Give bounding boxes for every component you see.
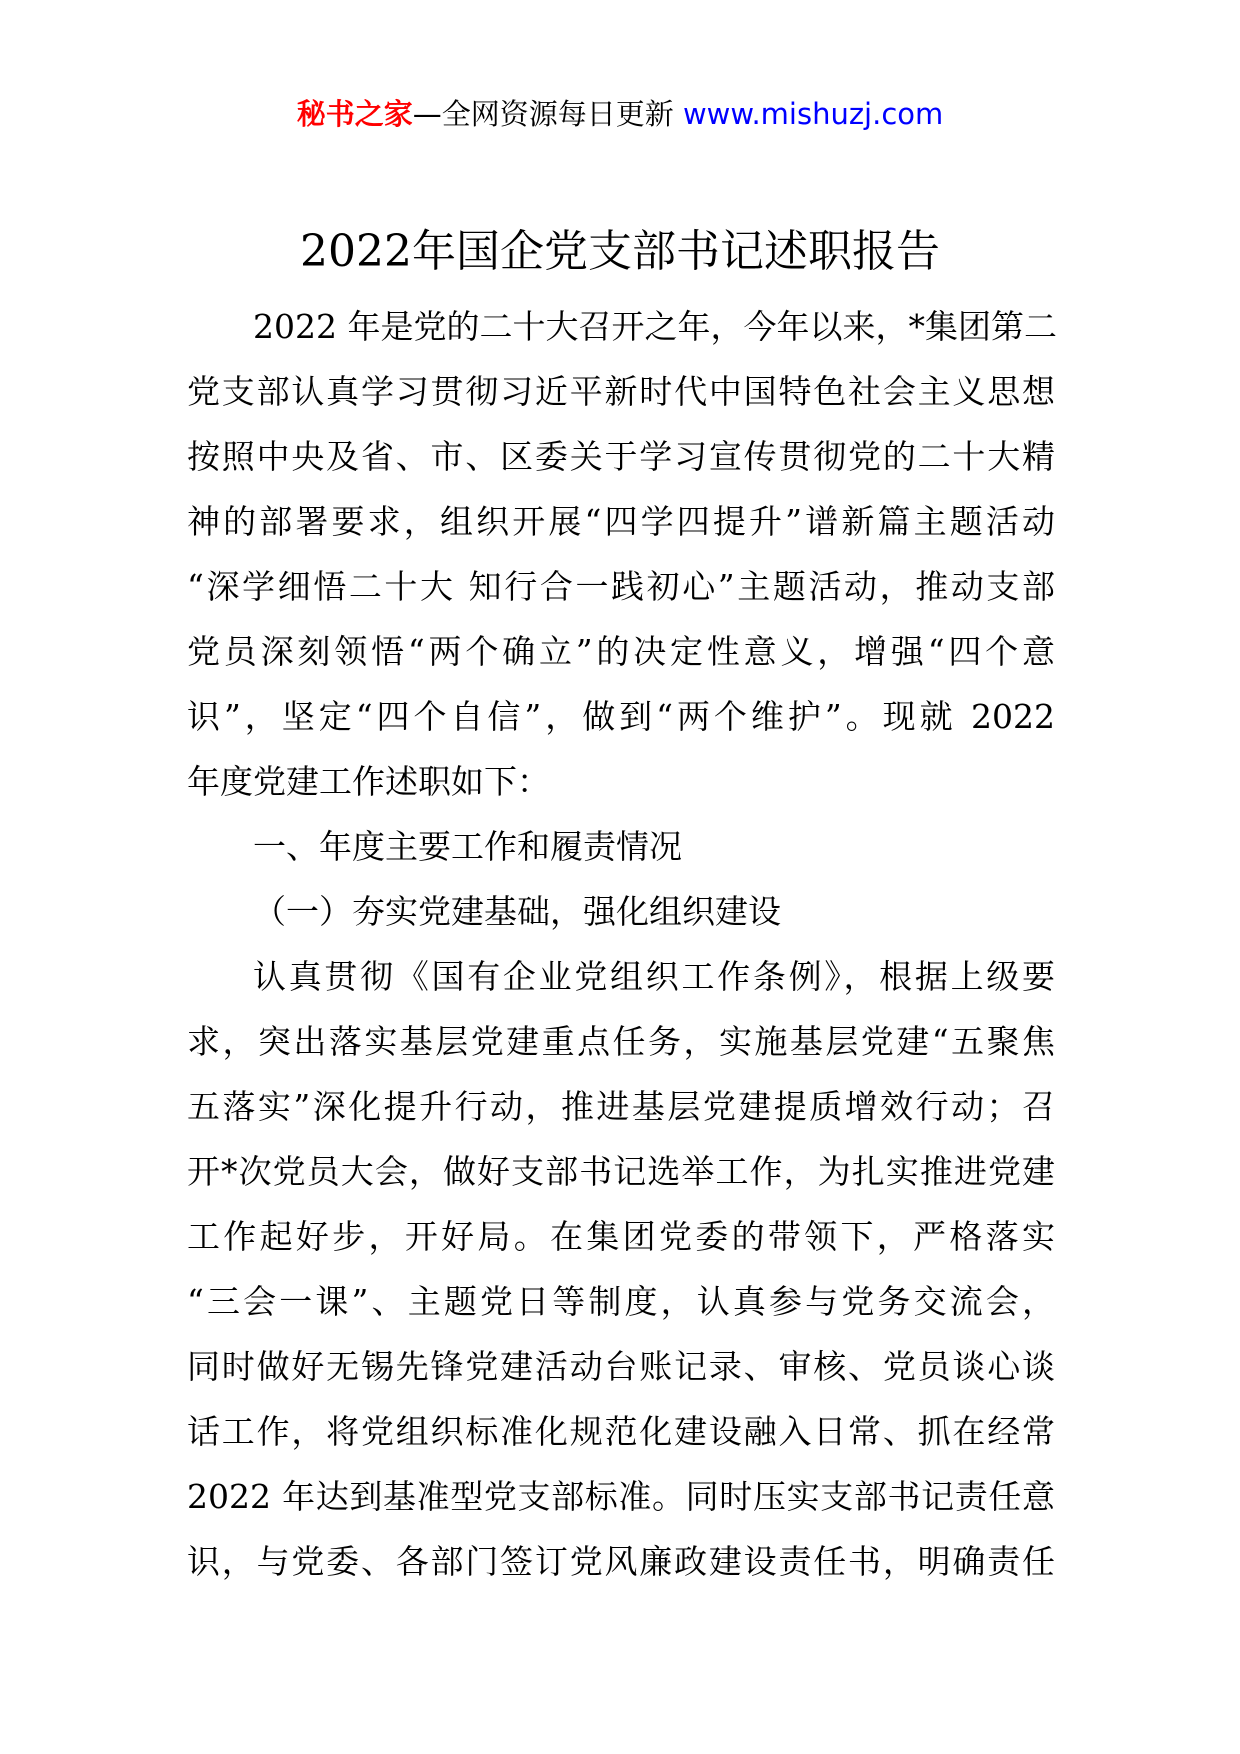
paragraph-line: 同时做好无锡先锋党建活动台账记录、审核、党员谈心谈 — [187, 1347, 1055, 1386]
section-heading: 一、年度主要工作和履责情况 — [253, 827, 682, 866]
banner-url-link[interactable]: www.mishuzj.com — [682, 97, 944, 131]
document-title: 2022年国企党支部书记述职报告 — [300, 226, 940, 277]
paragraph-line: 2022 年是党的二十大召开之年，今年以来，*集团第二 — [253, 307, 1057, 346]
site-banner — [0, 94, 1240, 134]
paragraph-line: 工作起好步，开好局。在集团党委的带领下，严格落实 — [187, 1217, 1055, 1256]
subsection-heading: （一）夯实党建基础，强化组织建设 — [253, 892, 781, 931]
paragraph-line: 识”，坚定“四个自信”，做到“两个维护”。现就 2022 — [187, 697, 1055, 736]
paragraph-line: “深学细悟二十大 知行合一践初心”主题活动，推动支部 — [187, 567, 1055, 606]
paragraph-line: 党支部认真学习贯彻习近平新时代中国特色社会主义思想 — [187, 372, 1055, 411]
banner-brand: 秘书之家 — [296, 97, 413, 131]
paragraph-line: 求，突出落实基层党建重点任务，实施基层党建“五聚焦 — [187, 1022, 1055, 1061]
document-body — [187, 294, 1055, 1594]
paragraph-line: 五落实”深化提升行动，推进基层党建提质增效行动；召 — [187, 1087, 1055, 1126]
paragraph-line: 党员深刻领悟“两个确立”的决定性意义，增强“四个意 — [187, 632, 1055, 671]
paragraph-line: 话工作，将党组织标准化规范化建设融入日常、抓在经常 — [187, 1412, 1055, 1451]
paragraph-line: 神的部署要求，组织开展“四学四提升”谱新篇主题活动 — [187, 502, 1055, 541]
paragraph-line: 2022 年达到基准型党支部标准。同时压实支部书记责任意 — [187, 1477, 1055, 1516]
paragraph-line: 识，与党委、各部门签订党风廉政建设责任书，明确责任 — [187, 1542, 1055, 1581]
paragraph-line: 认真贯彻《国有企业党组织工作条例》，根据上级要 — [253, 957, 1055, 996]
paragraph-line: “三会一课”、主题党日等制度，认真参与党务交流会， — [187, 1282, 1055, 1321]
paragraph-line: 按照中央及省、市、区委关于学习宣传贯彻党的二十大精 — [187, 437, 1055, 476]
paragraph-line: 年度党建工作述职如下： — [187, 762, 550, 801]
paragraph-line: 开*次党员大会，做好支部书记选举工作，为扎实推进党建 — [187, 1152, 1055, 1191]
banner-slogan: —全网资源每日更新 — [412, 97, 674, 131]
